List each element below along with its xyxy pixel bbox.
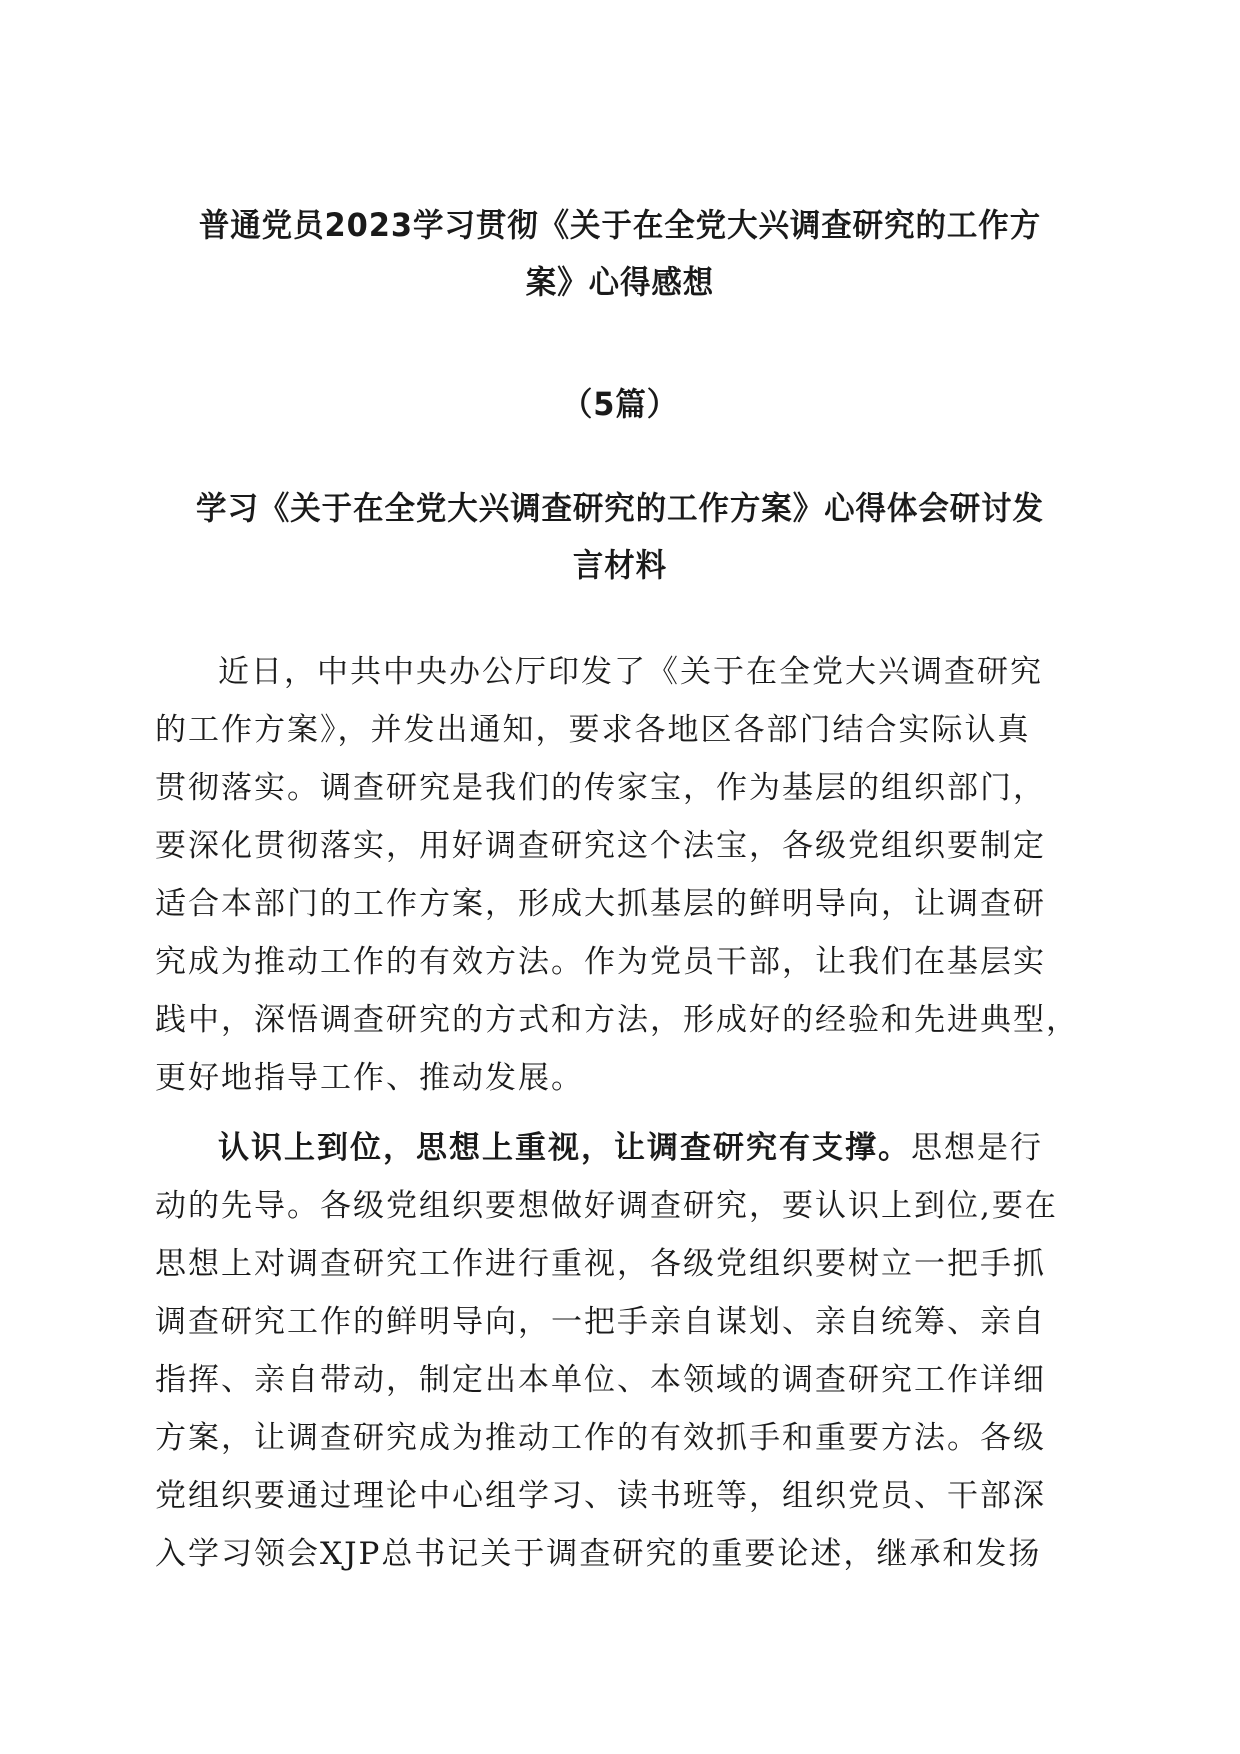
article-subtitle-line-2: 言材料	[572, 546, 668, 584]
paragraph-line: 贯彻落实。调查研究是我们的传家宝，作为基层的组织部门，	[155, 770, 1046, 806]
paragraph-line: 思想上对调查研究工作进行重视，各级党组织要树立一把手抓	[155, 1246, 1046, 1282]
paragraph-line: 更好地指导工作、推动发展。	[155, 1060, 584, 1096]
article-count-label: （5篇）	[561, 385, 679, 423]
paragraph-line: 方案，让调查研究成为推动工作的有效抓手和重要方法。各级	[155, 1420, 1046, 1456]
article-subtitle-line-1: 学习《关于在全党大兴调查研究的工作方案》心得体会研讨发	[196, 489, 1044, 527]
paragraph-line: 动的先导。各级党组织要想做好调查研究，要认识上到位,要在	[155, 1188, 1058, 1224]
paragraph-line: 指挥、亲自带动，制定出本单位、本领域的调查研究工作详细	[155, 1362, 1046, 1398]
paragraph-heading: 认识上到位，思想上重视，让调查研究有支撑。	[218, 1130, 911, 1166]
paragraph-line: 适合本部门的工作方案，形成大抓基层的鲜明导向，让调查研	[155, 886, 1046, 922]
paragraph-line: 要深化贯彻落实，用好调查研究这个法宝，各级党组织要制定	[155, 828, 1046, 864]
paragraph-first-line	[218, 1128, 1043, 1168]
paragraph-line: 的工作方案》，并发出通知，要求各地区各部门结合实际认真	[155, 712, 1031, 748]
paragraph-line: 调查研究工作的鲜明导向，一把手亲自谋划、亲自统筹、亲自	[155, 1304, 1046, 1340]
paragraph-line: 党组织要通过理论中心组学习、读书班等，组织党员、干部深	[155, 1478, 1046, 1514]
document-title-line-1: 普通党员2023学习贯彻《关于在全党大兴调查研究的工作方	[198, 206, 1042, 244]
paragraph-line: 究成为推动工作的有效方法。作为党员干部，让我们在基层实	[155, 944, 1046, 980]
paragraph-line: 践中，深悟调查研究的方式和方法，形成好的经验和先进典型，	[155, 1002, 1079, 1038]
paragraph-line: 入学习领会XJP总书记关于调查研究的重要论述，继承和发扬	[155, 1536, 1042, 1572]
paragraph-text: 思想是行	[911, 1130, 1043, 1166]
paragraph-line: 近日，中共中央办公厅印发了《关于在全党大兴调查研究	[218, 654, 1043, 690]
document-title-line-2: 案》心得感想	[525, 263, 715, 301]
